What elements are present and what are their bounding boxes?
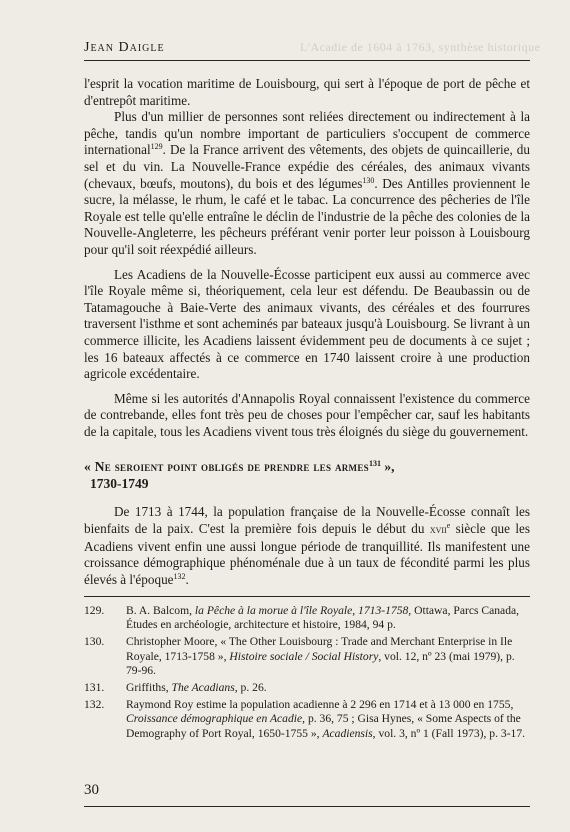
footnote-131: 131. Griffiths, The Acadians, p. 26. [84,681,267,695]
footnote-ref-130[interactable]: 130 [362,175,375,185]
footnote-129: 129. B. A. Balcom, la Pêche à la morue à l'île Royale, 1713-1758, Ottawa, Parcs Canada, Études en archéologie, architecture et histoire, 1984, 94 p. [84,604,520,632]
paragraph-3: Les Acadiens de la Nouvelle-Écosse participent eux aussi au commerce avec l'île Royale même si, théoriquement, cela leur est défendu. De Beaubassin ou de Tatamagouche à Baie-Verte des animaux vivants, des céréales et des fourrures traversent l'isthme et sont acheminés par bateaux jusqu'à Louisbourg. Se livrant à un commerce illicite, les Acadiens laissent évidemment peu de documents à ce sujet ; les 16 bateaux affectés à ce commerce en 1740 laissent croire à une production agricole excédentaire. [84,266,530,382]
footnote-132: 132. Raymond Roy estime la population acadienne à 2 296 en 1714 et à 13 000 en 1755, Croissance démographique en Acadie, p. 36, 75 ; Gisa Hynes, « Some Aspects of the Demography of Port Royal, 1650-1755 », Acadiensis, vol. 3, nº 1 (Fall 1973), p. 3-17. [84,698,526,740]
paragraph-2: Plus d'un millier de personnes sont reliées directement ou indirectement à la pêche, tandis qu'un nombre important de particuliers s'occupent de commerce international$^{129}$. De la France arrivent des vêtements, des objets de quincaillerie, du sel et du vin. La Nouvelle-France expédie des céréales, des animaux vivants (chevaux, bœufs, moutons), du bois et des légumes$^{130}$. Des Antilles proviennent le sucre, la mélasse, le rhum, le café et le tabac. La concurrence des pêcheries de l'île Royale est telle qu'elle entraîne le déclin de l'industrie de la pêche des colonies de la Nouvelle-Angleterre, les pêcheurs préférant venir porter leur poisson à Louisbourg pour qu'il soit réexpédié ailleurs. [84,109,530,257]
footnote-ref-132[interactable]: 132 [173,571,186,581]
bottom-rule [84,806,530,807]
section-years: 1730-1749 [90,476,149,492]
page-number: 30 [84,782,99,798]
footnote-ref-129[interactable]: 129 [150,142,163,152]
footnote-rule [84,596,530,597]
footnote-ref-131[interactable]: 131 [368,459,381,469]
paragraph-1: l'esprit la vocation maritime de Louisbourg, qui sert à l'époque de port de pêche et d'entrepôt maritime. [84,76,530,108]
paragraph-5: De 1713 à 1744, la population française de la Nouvelle-Écosse connaît les bienfaits de la paix. C'est la première fois depuis le début du xvii$^e$ siècle que les Acadiens vivent enfin une aussi longue période de tranquillité. Ils manifestent une croissance démographique phénoménale due à un taux de fécondité parmi les plus élevés à l'époque$^{132}$. [84,504,530,587]
section-heading: « Ne seroient point obligés de prendre les armes$^{131}$ », 1730-1749 [84,458,530,492]
main-text [84,76,530,588]
bleed-through-running-head: L'Acadie de 1604 à 1763, synthèse historique [300,40,541,54]
footnotes [84,604,530,744]
paragraph-4: Même si les autorités d'Annapolis Royal connaissent l'existence du commerce de contrebande, elles font très peu de choses pour l'empêcher car, sauf les habitants de la capitale, tous les Acadiens vivent tous très éloignés du siège du gouvernement. [84,390,530,439]
footnote-130: 130. Christopher Moore, « The Other Louisbourg : Trade and Merchant Enterprise in Ile Royale, 1713-1758 », Histoire sociale / Social History, vol. 12, nº 23 (mai 1979), p. 79-96. [84,635,515,677]
header-rule [84,60,530,61]
running-head: Jean Daigle [84,40,165,55]
